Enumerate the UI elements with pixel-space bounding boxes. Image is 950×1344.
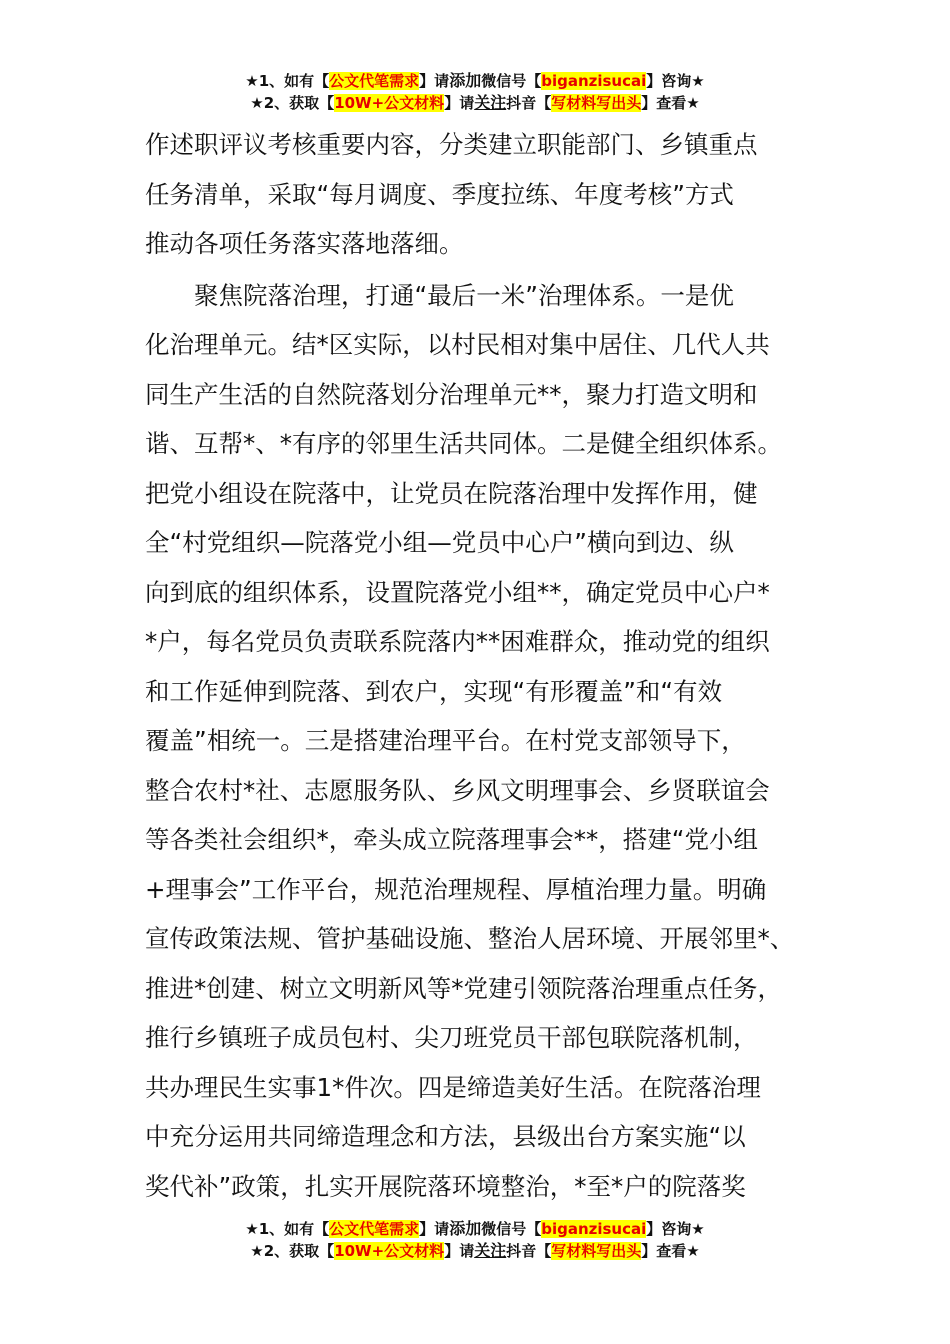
text-line: 奖代补”政策，扎实开展院落环境整治，*至*户的院落奖 [145, 1171, 746, 1201]
text-line: 和工作延伸到院落、到农户，实现“有形覆盖”和“有效 [145, 676, 723, 706]
banner-text: 】查看★ [641, 94, 700, 112]
banner-text: 】请 [419, 1220, 450, 1238]
banner-text: 】请 [419, 72, 450, 90]
text-line: 聚焦院落治理，打通“最后一米”治理体系。一是优 [194, 280, 734, 310]
highlight-service: 公文代笔需求 [329, 1220, 420, 1238]
banner-text: 微信号【 [481, 72, 542, 90]
text-line: 同生产生活的自然院落划分治理单元**，聚力打造文明和 [145, 379, 758, 409]
text-line: *户，每名党员负责联系院落内**困难群众，推动党的组织 [145, 627, 770, 656]
banner-emphasis: 添加 [449, 1219, 482, 1238]
text-line: 把党小组设在院落中，让党员在院落治理中发挥作用，健 [145, 478, 758, 508]
text-line: 化治理单元。结*区实际，以村民相对集中居住、几代人共 [145, 330, 770, 359]
highlight-service: 公文代笔需求 [329, 72, 420, 90]
paragraph-2 [145, 271, 845, 1212]
banner-text: 】咨询★ [646, 1220, 705, 1238]
text-line: 整合农村*社、志愿服务队、乡风文明理事会、乡贤联谊会 [145, 775, 770, 805]
document-body [145, 120, 845, 1211]
text-line: 作述职评议考核重要内容，分类建立职能部门、乡镇重点 [145, 130, 758, 159]
banner-line-1 [0, 70, 950, 92]
banner-emphasis: 关注 [474, 93, 507, 112]
banner-text: ★2、获取【 [250, 94, 335, 112]
text-line: 等各类社会组织*，牵头成立院落理事会**，搭建“党小组 [145, 825, 758, 854]
text-line: 任务清单，采取“每月调度、季度拉练、年度考核”方式 [145, 179, 734, 209]
banner-text: 】请 [444, 1242, 475, 1260]
highlight-wechat-id: biganzisucai [541, 72, 647, 90]
text-line: 中充分运用共同缔造理念和方法，县级出台方案实施“以 [145, 1122, 746, 1151]
banner-text: ★1、如有【 [245, 72, 330, 90]
highlight-wechat-id: biganzisucai [541, 1220, 647, 1238]
banner-text: 抖音【 [506, 1242, 552, 1260]
header-banner [0, 70, 950, 114]
text-line: 全“村党组织—院落党小组—党员中心户”横向到边、纵 [145, 528, 734, 557]
highlight-douyin: 写材料写出头 [551, 1242, 642, 1260]
text-line: 覆盖”相统一。三是搭建治理平台。在村党支部领导下， [145, 726, 746, 755]
text-line: 向到底的组织体系，设置院落党小组**，确定党员中心户* [145, 577, 770, 607]
text-line: 推动各项任务落实落地落细。 [145, 229, 464, 258]
text-line: 谐、互帮*、*有序的邻里生活共同体。二是健全组织体系。 [145, 429, 782, 458]
banner-line-2 [0, 1240, 950, 1262]
banner-text: 】请 [444, 94, 475, 112]
banner-text: ★2、获取【 [250, 1242, 335, 1260]
banner-text: 微信号【 [481, 1220, 542, 1238]
highlight-materials: 10W+公文材料 [334, 1242, 445, 1260]
text-line: 推行乡镇班子成员包村、尖刀班党员干部包联院落机制， [145, 1023, 758, 1052]
text-line: +理事会”工作平台，规范治理规程、厚植治理力量。明确 [145, 874, 767, 904]
banner-text: ★1、如有【 [245, 1220, 330, 1238]
text-line: 推进*创建、树立文明新风等*党建引领院落治理重点任务， [145, 973, 782, 1003]
highlight-materials: 10W+公文材料 [334, 94, 445, 112]
highlight-douyin: 写材料写出头 [551, 94, 642, 112]
banner-emphasis: 关注 [474, 1241, 507, 1260]
text-line: 共办理民生实事1*件次。四是缔造美好生活。在院落治理 [145, 1072, 761, 1102]
paragraph-1 [145, 120, 845, 269]
banner-emphasis: 添加 [449, 71, 482, 90]
text-line: 宣传政策法规、管护基础设施、整治人居环境、开展邻里*、 [145, 924, 795, 953]
banner-text: 】查看★ [641, 1242, 700, 1260]
banner-text: 抖音【 [506, 94, 552, 112]
banner-text: 】咨询★ [646, 72, 705, 90]
footer-banner [0, 1218, 950, 1262]
banner-line-1 [0, 1218, 950, 1240]
banner-line-2 [0, 92, 950, 114]
